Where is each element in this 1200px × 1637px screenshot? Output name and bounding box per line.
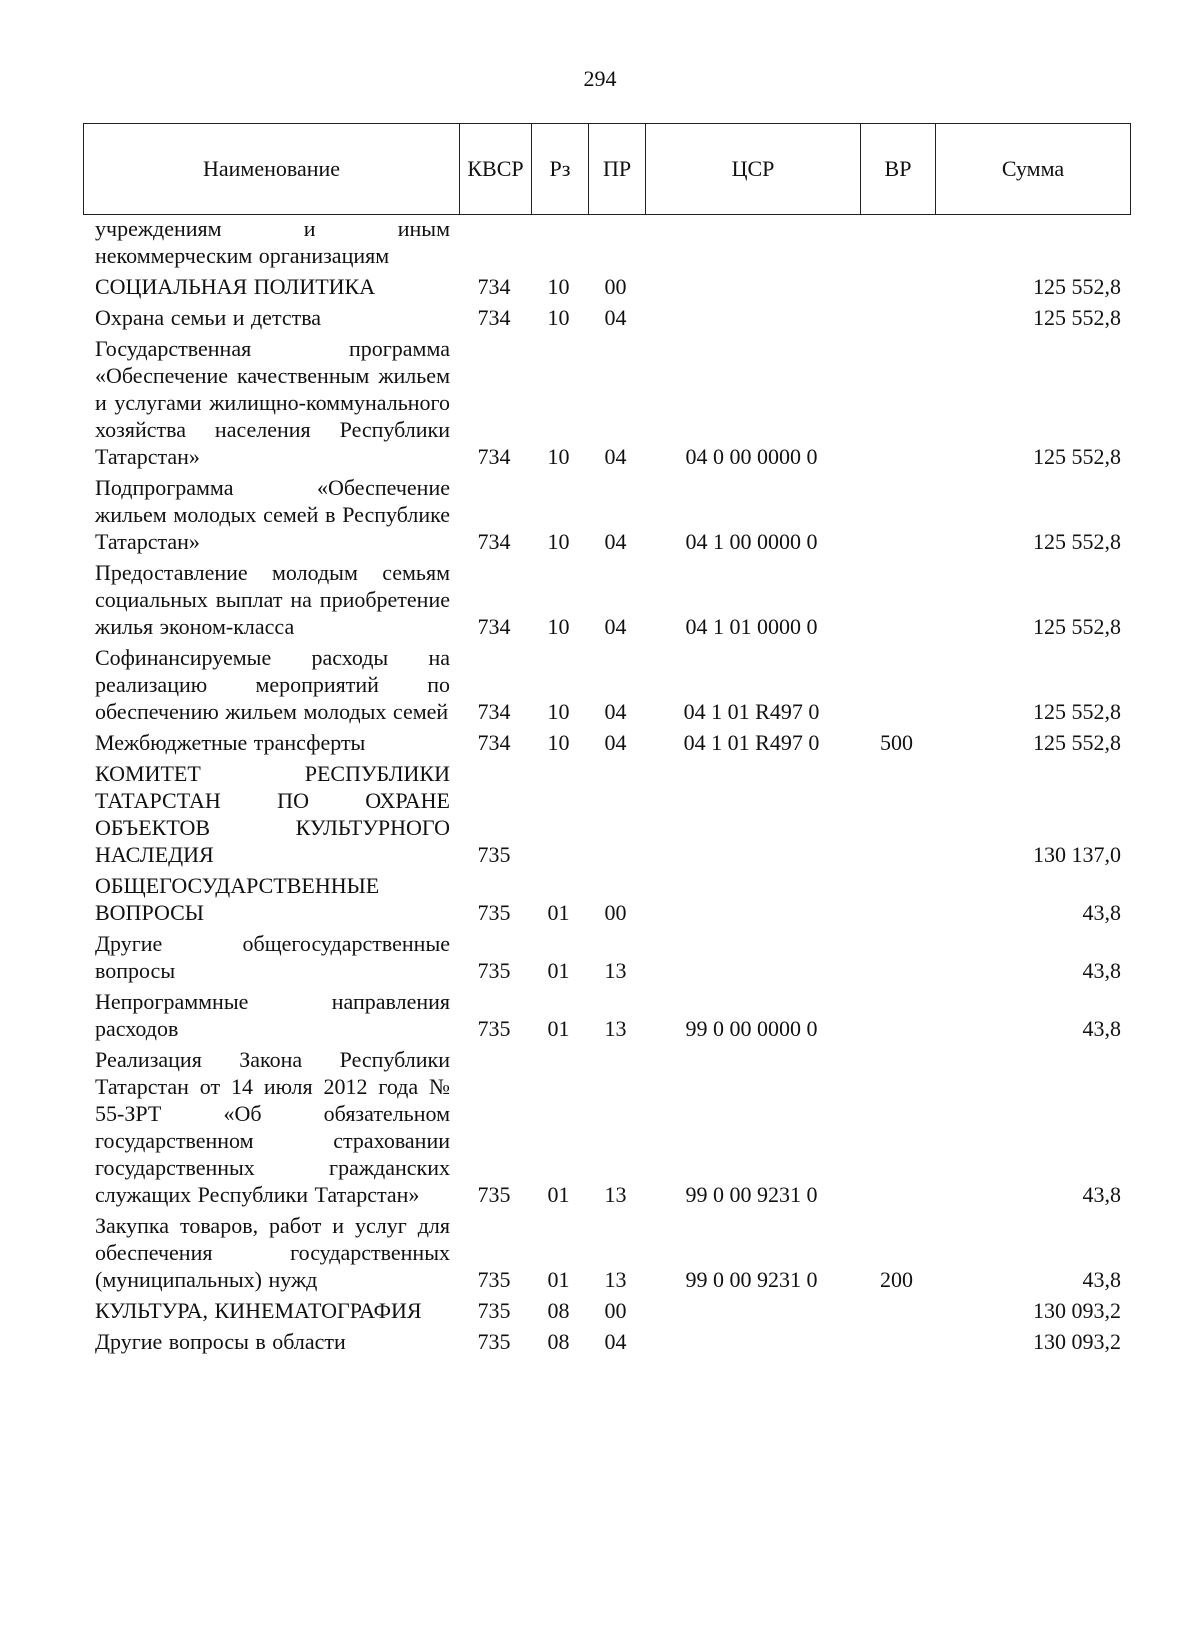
row-csr: 04 0 00 0000 0 bbox=[685, 444, 818, 469]
page-number: 294 bbox=[583, 66, 617, 91]
row-rz: 08 bbox=[547, 1329, 570, 1354]
header-kvsr: КВСР bbox=[459, 124, 531, 214]
row-csr: 04 1 01 0000 0 bbox=[685, 614, 818, 639]
row-kvsr: 735 bbox=[477, 1016, 511, 1041]
row-kvsr: 735 bbox=[477, 842, 511, 867]
table-row bbox=[83, 474, 1131, 555]
row-pr: 04 bbox=[604, 529, 627, 554]
table-row bbox=[83, 1328, 1131, 1355]
table-row bbox=[83, 644, 1131, 725]
table-row bbox=[83, 304, 1131, 331]
row-rz: 10 bbox=[547, 274, 570, 299]
row-kvsr: 735 bbox=[477, 1329, 511, 1354]
row-name: Межбюджетные трансферты bbox=[95, 730, 366, 755]
row-sum: 125 552,8 bbox=[1033, 305, 1121, 330]
row-rz: 10 bbox=[547, 529, 570, 554]
header-vr: ВР bbox=[860, 124, 935, 214]
row-kvsr: 734 bbox=[477, 699, 511, 724]
row-pr: 04 bbox=[604, 699, 627, 724]
row-pr: 04 bbox=[604, 305, 627, 330]
header-rz: Рз bbox=[531, 124, 588, 214]
row-pr: 00 bbox=[604, 274, 627, 299]
row-sum: 43,8 bbox=[1082, 1267, 1121, 1292]
row-sum: 125 552,8 bbox=[1033, 699, 1121, 724]
row-name: Другие вопросы в области bbox=[95, 1329, 346, 1354]
table-row bbox=[83, 729, 1131, 756]
row-vr: 200 bbox=[880, 1267, 913, 1292]
row-rz: 01 bbox=[547, 1267, 570, 1292]
row-csr: 04 1 01 R497 0 bbox=[683, 730, 820, 755]
row-csr: 99 0 00 0000 0 bbox=[685, 1016, 818, 1041]
row-kvsr: 735 bbox=[477, 958, 511, 983]
table-row bbox=[83, 273, 1131, 300]
row-kvsr: 734 bbox=[477, 529, 511, 554]
header-pr: ПР bbox=[588, 124, 645, 214]
row-pr: 00 bbox=[604, 900, 627, 925]
row-sum: 43,8 bbox=[1082, 958, 1121, 983]
table-row bbox=[83, 930, 1131, 984]
row-rz: 08 bbox=[547, 1298, 570, 1323]
row-name: Софинансируемые расходы на реализацию мероприятий по обеспечению жильем молодых семей bbox=[95, 645, 450, 724]
row-csr: 04 1 00 0000 0 bbox=[685, 529, 818, 554]
row-kvsr: 734 bbox=[477, 444, 511, 469]
row-name: ОБЩЕГОСУДАРСТВЕННЫЕ ВОПРОСЫ bbox=[95, 873, 380, 925]
header-csr: ЦСР bbox=[645, 124, 860, 214]
row-sum: 125 552,8 bbox=[1033, 614, 1121, 639]
row-rz: 01 bbox=[547, 1016, 570, 1041]
table-row bbox=[83, 559, 1131, 640]
row-vr: 500 bbox=[880, 730, 913, 755]
table-row bbox=[83, 1297, 1131, 1324]
table-header bbox=[83, 123, 1131, 215]
row-sum: 43,8 bbox=[1082, 1182, 1121, 1207]
row-csr: 04 1 01 R497 0 bbox=[683, 699, 820, 724]
table-row bbox=[83, 760, 1131, 868]
row-name: КОМИТЕТ РЕСПУБЛИКИ ТАТАРСТАН ПО ОХРАНЕ ОБЪЕКТОВ КУЛЬТУРНОГО НАСЛЕДИЯ bbox=[95, 761, 450, 867]
table-row bbox=[83, 215, 1131, 269]
row-csr: 99 0 00 9231 0 bbox=[685, 1267, 818, 1292]
header-sum: Сумма bbox=[935, 124, 1130, 214]
row-pr: 04 bbox=[604, 730, 627, 755]
row-pr: 04 bbox=[604, 1329, 627, 1354]
row-sum: 125 552,8 bbox=[1033, 529, 1121, 554]
row-name: СОЦИАЛЬНАЯ ПОЛИТИКА bbox=[95, 274, 376, 299]
row-sum: 130 093,2 bbox=[1033, 1298, 1121, 1323]
row-csr: 99 0 00 9231 0 bbox=[685, 1182, 818, 1207]
row-rz: 01 bbox=[547, 900, 570, 925]
row-name: Охрана семьи и детства bbox=[95, 305, 322, 330]
table-body bbox=[83, 215, 1131, 1359]
row-rz: 01 bbox=[547, 958, 570, 983]
table-row bbox=[83, 1046, 1131, 1208]
row-pr: 13 bbox=[604, 1182, 627, 1207]
row-sum: 130 093,2 bbox=[1033, 1329, 1121, 1354]
row-kvsr: 734 bbox=[477, 274, 511, 299]
row-sum: 125 552,8 bbox=[1033, 730, 1121, 755]
row-pr: 00 bbox=[604, 1298, 627, 1323]
row-sum: 130 137,0 bbox=[1033, 842, 1121, 867]
row-kvsr: 735 bbox=[477, 1182, 511, 1207]
row-rz: 10 bbox=[547, 730, 570, 755]
header-name: Наименование bbox=[202, 156, 341, 181]
row-sum: 43,8 bbox=[1082, 900, 1121, 925]
row-pr: 04 bbox=[604, 614, 627, 639]
row-name: Другие общегосударственные вопросы bbox=[95, 931, 450, 983]
row-kvsr: 734 bbox=[477, 305, 511, 330]
row-name: Подпрограмма «Обеспечение жильем молодых семей в Республике Татарстан» bbox=[95, 475, 450, 554]
table-row bbox=[83, 1212, 1131, 1293]
table-row bbox=[83, 872, 1131, 926]
row-name: Закупка товаров, работ и услуг для обеспечения государственных (муниципальных) нужд bbox=[95, 1213, 450, 1292]
row-rz: 10 bbox=[547, 444, 570, 469]
row-kvsr: 734 bbox=[477, 730, 511, 755]
row-name: Государственная программа «Обеспечение качественным жильем и услугами жилищно-коммунального хозяйства населения Республики Татарстан» bbox=[95, 336, 450, 469]
row-kvsr: 735 bbox=[477, 1267, 511, 1292]
row-name: Реализация Закона Республики Татарстан от 14 июля 2012 года № 55-ЗРТ «Об обязательном государственном страховании государственных гражданских служащих Республики Татарстан» bbox=[95, 1047, 450, 1207]
row-pr: 13 bbox=[604, 1016, 627, 1041]
table-row bbox=[83, 335, 1131, 470]
row-kvsr: 735 bbox=[477, 1298, 511, 1323]
row-name: КУЛЬТУРА, КИНЕМАТОГРАФИЯ bbox=[95, 1298, 422, 1323]
row-rz: 10 bbox=[547, 699, 570, 724]
row-sum: 125 552,8 bbox=[1033, 274, 1121, 299]
table-row bbox=[83, 988, 1131, 1042]
row-pr: 13 bbox=[604, 958, 627, 983]
row-sum: 43,8 bbox=[1082, 1016, 1121, 1041]
row-rz: 10 bbox=[547, 305, 570, 330]
row-rz: 10 bbox=[547, 614, 570, 639]
row-name: Предоставление молодым семьям социальных выплат на приобретение жилья эконом-класса bbox=[95, 560, 450, 639]
row-rz: 01 bbox=[547, 1182, 570, 1207]
row-sum: 125 552,8 bbox=[1033, 444, 1121, 469]
row-kvsr: 734 bbox=[477, 614, 511, 639]
row-name: Непрограммные направления расходов bbox=[95, 989, 450, 1041]
row-kvsr: 735 bbox=[477, 900, 511, 925]
row-name: учреждениям и иным некоммерческим организациям bbox=[95, 216, 450, 268]
row-pr: 04 bbox=[604, 444, 627, 469]
row-pr: 13 bbox=[604, 1267, 627, 1292]
